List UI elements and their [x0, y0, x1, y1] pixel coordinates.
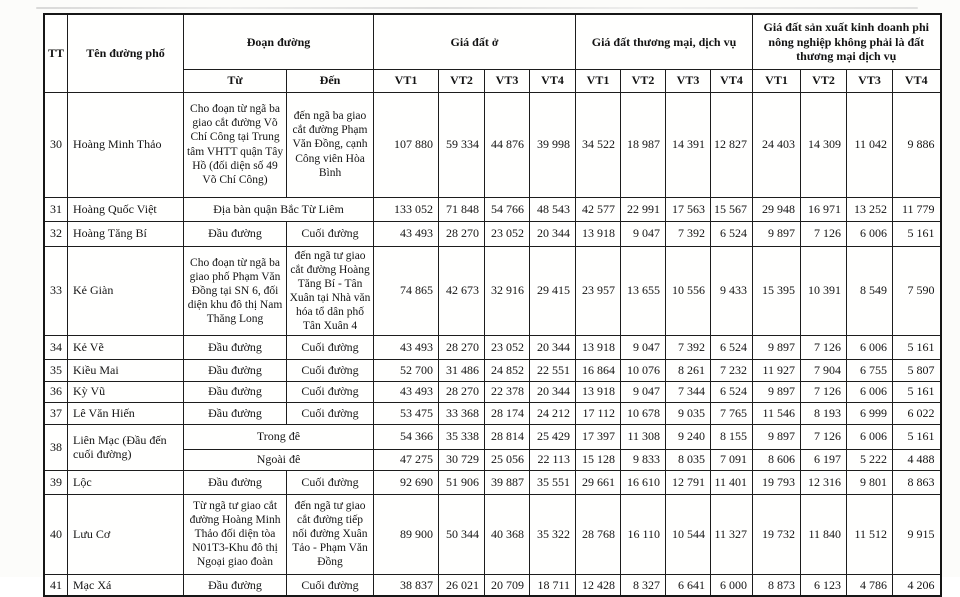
- tt-cell: 37: [44, 402, 68, 424]
- price-cell: 7 126: [801, 381, 847, 402]
- price-cell: 47 275: [374, 449, 439, 470]
- price-cell: 6 999: [847, 402, 893, 424]
- price-cell: 48 543: [530, 197, 576, 221]
- col-header-vt1: VT1: [576, 69, 621, 92]
- price-cell: 11 840: [801, 494, 847, 574]
- price-cell: 7 344: [666, 381, 711, 402]
- price-cell: 43 493: [374, 381, 439, 402]
- price-cell: 5 161: [893, 424, 941, 449]
- col-header-production-price: Giá đất sản xuất kinh doanh phi nông nghiệp không phải là đất thương mại dịch vụ: [753, 14, 941, 69]
- price-cell: 25 056: [485, 449, 530, 470]
- price-cell: 8 549: [847, 246, 893, 335]
- price-cell: 12 316: [801, 470, 847, 494]
- price-cell: 6 524: [711, 221, 753, 246]
- price-cell: 9 047: [621, 381, 666, 402]
- tt-cell: 41: [44, 574, 68, 596]
- col-header-vt3: VT3: [666, 69, 711, 92]
- price-cell: 4 786: [847, 574, 893, 596]
- price-cell: 35 322: [530, 494, 576, 574]
- price-cell: 39 998: [530, 92, 576, 197]
- from-cell: Cho đoạn từ ngã ba giao cắt đường Võ Chí Công tại Trung tâm VHTT quận Tây Hồ (đối diện số 49 Võ Chí Công): [184, 92, 287, 197]
- street-name-cell: Lộc: [68, 470, 184, 494]
- price-cell: 12 791: [666, 470, 711, 494]
- to-cell: Cuối đường: [287, 335, 374, 359]
- col-header-section: Đoạn đường: [184, 14, 374, 69]
- price-cell: 6 006: [847, 221, 893, 246]
- price-cell: 9 897: [753, 335, 801, 359]
- price-cell: 38 837: [374, 574, 439, 596]
- price-cell: 92 690: [374, 470, 439, 494]
- tt-cell: 36: [44, 381, 68, 402]
- col-header-vt1: VT1: [753, 69, 801, 92]
- price-cell: 28 814: [485, 424, 530, 449]
- col-header-to: Đến: [287, 69, 374, 92]
- price-cell: 10 076: [621, 359, 666, 381]
- price-cell: 22 113: [530, 449, 576, 470]
- price-cell: 35 551: [530, 470, 576, 494]
- price-cell: 9 047: [621, 335, 666, 359]
- from-cell: Đầu đường: [184, 574, 287, 596]
- price-cell: 17 563: [666, 197, 711, 221]
- price-cell: 29 415: [530, 246, 576, 335]
- price-cell: 7 126: [801, 335, 847, 359]
- price-cell: 9 915: [893, 494, 941, 574]
- tt-cell: 30: [44, 92, 68, 197]
- col-header-vt3: VT3: [485, 69, 530, 92]
- price-cell: 44 876: [485, 92, 530, 197]
- table-row: [44, 494, 941, 574]
- price-cell: 11 927: [753, 359, 801, 381]
- price-cell: 10 556: [666, 246, 711, 335]
- price-cell: 10 391: [801, 246, 847, 335]
- price-cell: 40 368: [485, 494, 530, 574]
- price-cell: 71 848: [439, 197, 485, 221]
- tt-cell: 40: [44, 494, 68, 574]
- street-name-cell: Mạc Xá: [68, 574, 184, 596]
- price-cell: 5 222: [847, 449, 893, 470]
- price-cell: 23 052: [485, 335, 530, 359]
- price-cell: 51 906: [439, 470, 485, 494]
- price-cell: 28 768: [576, 494, 621, 574]
- price-cell: 74 865: [374, 246, 439, 335]
- price-cell: 14 391: [666, 92, 711, 197]
- price-cell: 31 486: [439, 359, 485, 381]
- price-cell: 8 327: [621, 574, 666, 596]
- scan-artifact-line: [36, 7, 918, 9]
- price-cell: 8 873: [753, 574, 801, 596]
- street-name-cell: Kiều Mai: [68, 359, 184, 381]
- price-cell: 17 397: [576, 424, 621, 449]
- table-row: [44, 470, 941, 494]
- price-cell: 29 661: [576, 470, 621, 494]
- price-cell: 35 338: [439, 424, 485, 449]
- col-header-vt4: VT4: [711, 69, 753, 92]
- price-cell: 8 155: [711, 424, 753, 449]
- price-cell: 16 971: [801, 197, 847, 221]
- price-cell: 50 344: [439, 494, 485, 574]
- price-cell: 25 429: [530, 424, 576, 449]
- price-cell: 8 261: [666, 359, 711, 381]
- price-cell: 12 428: [576, 574, 621, 596]
- price-cell: 7 091: [711, 449, 753, 470]
- price-cell: 43 493: [374, 335, 439, 359]
- price-cell: 7 126: [801, 221, 847, 246]
- tt-cell: 33: [44, 246, 68, 335]
- price-cell: 16 864: [576, 359, 621, 381]
- price-cell: 19 793: [753, 470, 801, 494]
- price-cell: 16 610: [621, 470, 666, 494]
- price-cell: 9 801: [847, 470, 893, 494]
- price-cell: 11 779: [893, 197, 941, 221]
- to-cell: Cuối đường: [287, 574, 374, 596]
- price-cell: 33 368: [439, 402, 485, 424]
- price-cell: 53 475: [374, 402, 439, 424]
- col-header-vt3: VT3: [847, 69, 893, 92]
- price-cell: 7 126: [801, 424, 847, 449]
- price-cell: 13 918: [576, 335, 621, 359]
- price-cell: 10 544: [666, 494, 711, 574]
- col-header-vt2: VT2: [801, 69, 847, 92]
- price-cell: 5 161: [893, 221, 941, 246]
- col-header-street: Tên đường phố: [68, 14, 184, 92]
- price-cell: 43 493: [374, 221, 439, 246]
- price-cell: 9 035: [666, 402, 711, 424]
- price-cell: 9 047: [621, 221, 666, 246]
- from-cell: Từ ngã tư giao cắt đường Hoàng Minh Thảo đối diện tòa N01T3-Khu đô thị Ngoại giao đoàn: [184, 494, 287, 574]
- price-cell: 11 512: [847, 494, 893, 574]
- col-header-commercial-price: Giá đất thương mại, dịch vụ: [576, 14, 753, 69]
- price-cell: 4 206: [893, 574, 941, 596]
- street-name-cell: Hoàng Tăng Bí: [68, 221, 184, 246]
- price-cell: 15 395: [753, 246, 801, 335]
- street-name-cell: Lê Văn Hiến: [68, 402, 184, 424]
- price-cell: 9 833: [621, 449, 666, 470]
- price-cell: 107 880: [374, 92, 439, 197]
- tt-cell: 34: [44, 335, 68, 359]
- street-name-cell: Lưu Cơ: [68, 494, 184, 574]
- price-cell: 6 022: [893, 402, 941, 424]
- price-cell: 7 765: [711, 402, 753, 424]
- price-cell: 22 378: [485, 381, 530, 402]
- from-cell: Đầu đường: [184, 402, 287, 424]
- street-name-cell: Hoàng Quốc Việt: [68, 197, 184, 221]
- tt-cell: 39: [44, 470, 68, 494]
- tt-cell: 31: [44, 197, 68, 221]
- to-cell: Cuối đường: [287, 402, 374, 424]
- price-cell: 6 123: [801, 574, 847, 596]
- price-cell: 5 161: [893, 335, 941, 359]
- price-cell: 11 401: [711, 470, 753, 494]
- price-cell: 42 673: [439, 246, 485, 335]
- price-cell: 13 655: [621, 246, 666, 335]
- price-cell: 24 852: [485, 359, 530, 381]
- from-cell: Đầu đường: [184, 381, 287, 402]
- price-cell: 13 252: [847, 197, 893, 221]
- from-cell: Đầu đường: [184, 359, 287, 381]
- street-name-cell: Hoàng Minh Thảo: [68, 92, 184, 197]
- price-cell: 24 403: [753, 92, 801, 197]
- price-cell: 8 193: [801, 402, 847, 424]
- price-cell: 5 807: [893, 359, 941, 381]
- tt-cell: 38: [44, 424, 68, 470]
- price-cell: 10 678: [621, 402, 666, 424]
- price-cell: 34 522: [576, 92, 621, 197]
- col-header-vt4: VT4: [530, 69, 576, 92]
- price-cell: 9 897: [753, 424, 801, 449]
- table-row: [44, 424, 941, 449]
- table-row: [44, 381, 941, 402]
- price-cell: 9 897: [753, 381, 801, 402]
- col-header-vt1: VT1: [374, 69, 439, 92]
- price-cell: 11 308: [621, 424, 666, 449]
- price-cell: 23 052: [485, 221, 530, 246]
- price-cell: 26 021: [439, 574, 485, 596]
- table-row: [44, 574, 941, 596]
- col-header-residential-price: Giá đất ở: [374, 14, 576, 69]
- price-cell: 11 327: [711, 494, 753, 574]
- price-cell: 54 366: [374, 424, 439, 449]
- price-cell: 52 700: [374, 359, 439, 381]
- price-cell: 9 433: [711, 246, 753, 335]
- tt-cell: 32: [44, 221, 68, 246]
- from-cell: Đầu đường: [184, 335, 287, 359]
- table-row: [44, 221, 941, 246]
- price-cell: 28 270: [439, 221, 485, 246]
- price-cell: 39 887: [485, 470, 530, 494]
- col-header-vt2: VT2: [439, 69, 485, 92]
- col-header-from: Từ: [184, 69, 287, 92]
- table-row: [44, 197, 941, 221]
- price-cell: 32 916: [485, 246, 530, 335]
- price-cell: 18 987: [621, 92, 666, 197]
- to-cell: đến ngã tư giao cắt đường Hoàng Tăng Bí - Tân Xuân tại Nhà văn hóa tổ dân phố Tân Xuân 4: [287, 246, 374, 335]
- price-cell: 12 827: [711, 92, 753, 197]
- land-price-table: [43, 13, 942, 597]
- street-name-cell: Liên Mạc (Đầu đến cuối đường): [68, 424, 184, 470]
- price-cell: 7 232: [711, 359, 753, 381]
- price-cell: 7 392: [666, 335, 711, 359]
- col-header-vt2: VT2: [621, 69, 666, 92]
- price-cell: 20 344: [530, 221, 576, 246]
- to-cell: Cuối đường: [287, 381, 374, 402]
- to-cell: đến ngã tư giao cắt đường tiếp nối đường Xuân Tảo - Phạm Văn Đồng: [287, 494, 374, 574]
- price-cell: 8 035: [666, 449, 711, 470]
- price-cell: 6 524: [711, 335, 753, 359]
- to-cell: Cuối đường: [287, 221, 374, 246]
- price-cell: 20 709: [485, 574, 530, 596]
- tt-cell: 35: [44, 359, 68, 381]
- price-cell: 20 344: [530, 381, 576, 402]
- price-cell: 6 524: [711, 381, 753, 402]
- table-row: [44, 402, 941, 424]
- price-cell: 16 110: [621, 494, 666, 574]
- price-cell: 6 197: [801, 449, 847, 470]
- price-cell: 20 344: [530, 335, 576, 359]
- price-cell: 11 042: [847, 92, 893, 197]
- street-name-cell: Kẻ Giàn: [68, 246, 184, 335]
- price-cell: 5 161: [893, 381, 941, 402]
- price-cell: 6 755: [847, 359, 893, 381]
- price-cell: 9 886: [893, 92, 941, 197]
- table-header: [44, 14, 941, 92]
- price-cell: 17 112: [576, 402, 621, 424]
- from-cell: Cho đoạn từ ngã ba giao phố Phạm Văn Đồng tại SN 6, đối diện khu đô thị Nam Thăng Long: [184, 246, 287, 335]
- col-header-vt4: VT4: [893, 69, 941, 92]
- price-cell: 4 488: [893, 449, 941, 470]
- section-merged-cell: Trong đê: [184, 424, 374, 449]
- price-cell: 6 641: [666, 574, 711, 596]
- price-cell: 23 957: [576, 246, 621, 335]
- table-row: [44, 246, 941, 335]
- to-cell: Cuối đường: [287, 359, 374, 381]
- price-cell: 8 606: [753, 449, 801, 470]
- price-cell: 59 334: [439, 92, 485, 197]
- price-cell: 22 551: [530, 359, 576, 381]
- price-cell: 89 900: [374, 494, 439, 574]
- section-merged-cell: Ngoài đê: [184, 449, 374, 470]
- price-cell: 14 309: [801, 92, 847, 197]
- price-cell: 133 052: [374, 197, 439, 221]
- price-cell: 11 546: [753, 402, 801, 424]
- table-row: [44, 359, 941, 381]
- price-cell: 28 174: [485, 402, 530, 424]
- table-row: [44, 92, 941, 197]
- col-header-tt: TT: [44, 14, 68, 92]
- price-cell: 6 006: [847, 381, 893, 402]
- price-cell: 13 918: [576, 221, 621, 246]
- price-cell: 13 918: [576, 381, 621, 402]
- price-cell: 22 991: [621, 197, 666, 221]
- price-cell: 15 567: [711, 197, 753, 221]
- street-name-cell: Kẻ Vẽ: [68, 335, 184, 359]
- price-cell: 15 128: [576, 449, 621, 470]
- price-cell: 6 006: [847, 335, 893, 359]
- price-cell: 30 729: [439, 449, 485, 470]
- price-cell: 24 212: [530, 402, 576, 424]
- price-cell: 18 711: [530, 574, 576, 596]
- price-cell: 6 006: [847, 424, 893, 449]
- price-cell: 54 766: [485, 197, 530, 221]
- price-cell: 7 904: [801, 359, 847, 381]
- price-cell: 19 732: [753, 494, 801, 574]
- price-cell: 6 000: [711, 574, 753, 596]
- price-cell: 28 270: [439, 335, 485, 359]
- price-cell: 7 392: [666, 221, 711, 246]
- price-cell: 28 270: [439, 381, 485, 402]
- table-row: [44, 335, 941, 359]
- price-cell: 29 948: [753, 197, 801, 221]
- street-name-cell: Kỳ Vũ: [68, 381, 184, 402]
- section-merged-cell: Địa bàn quận Bắc Từ Liêm: [184, 197, 374, 221]
- to-cell: đến ngã ba giao cắt đường Phạm Văn Đồng, cạnh Công viên Hòa Bình: [287, 92, 374, 197]
- from-cell: Đầu đường: [184, 221, 287, 246]
- price-cell: 9 897: [753, 221, 801, 246]
- price-cell: 8 863: [893, 470, 941, 494]
- price-cell: 7 590: [893, 246, 941, 335]
- price-cell: 9 240: [666, 424, 711, 449]
- to-cell: Cuối đường: [287, 470, 374, 494]
- from-cell: Đầu đường: [184, 470, 287, 494]
- price-cell: 42 577: [576, 197, 621, 221]
